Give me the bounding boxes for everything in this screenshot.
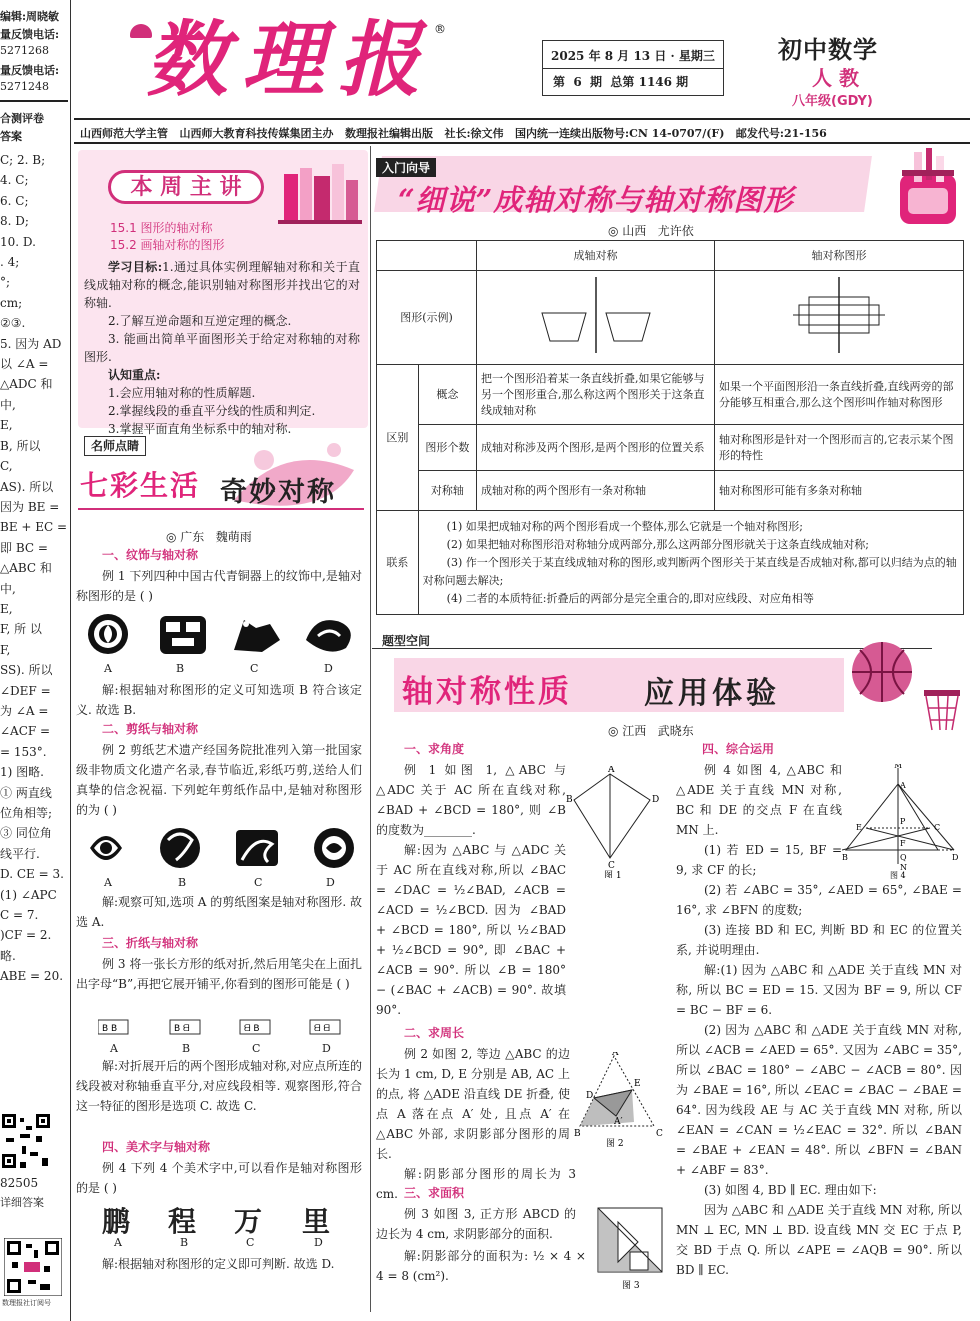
char-b: 程 <box>168 1205 197 1238</box>
qr-code-2 <box>4 1238 62 1296</box>
solution-1: 解:根据轴对称图形的定义可知选项 B 符合该定义. 故选 B. <box>76 683 362 717</box>
a2-section-3: 三、求面积 <box>404 1186 465 1200</box>
answer-line: AS). 所以 <box>0 479 54 494</box>
dragon-pattern-icon <box>306 620 351 651</box>
example-4: 例 4 下列 4 个美术字中,可以看作是轴对称图形的是 ( ) <box>76 1161 362 1195</box>
answer-line: C = 7. <box>0 908 39 923</box>
a2-section-4: 四、综合运用 <box>702 742 775 756</box>
bird-pattern-icon <box>234 620 280 652</box>
svg-text:D: D <box>586 1091 594 1101</box>
option-d-2: D <box>326 876 335 889</box>
answer-line: △ADC 和 <box>0 377 53 392</box>
option-d-4: D <box>314 1236 323 1249</box>
article2-title-a: 轴对称性质 <box>402 674 572 710</box>
week-focus-box <box>78 150 368 436</box>
row-count: 图形个数 <box>418 425 476 471</box>
comparison-table <box>376 240 964 615</box>
a2-example-3: 例 3 如图 3, 正方形 ABCD 的边长为 4 cm, 求阴影部分的面积. <box>376 1207 576 1241</box>
figure-a <box>477 271 715 365</box>
masthead <box>74 0 970 122</box>
article2-header <box>372 628 970 740</box>
strip-number: 82505 <box>0 1176 39 1190</box>
focus-1: 1.会应用轴对称的性质解题. <box>108 386 256 400</box>
figure-2 <box>574 1052 664 1151</box>
a2-q3: (3) 连接 BD 和 EC, 判断 BD 和 EC 的位置关系, 并说明理由. <box>676 923 962 957</box>
answer-line: 4. C; <box>0 173 29 188</box>
a2-section-1: 一、求角度 <box>404 742 465 756</box>
link-2: (2) 如果把轴对称图形沿对称轴分成两部分,那么这两部分图形就关于这条直线成轴对称; <box>446 537 869 551</box>
strip-detail: 详细答案 <box>0 1196 44 1209</box>
answer-line: B, 所以 <box>0 438 41 453</box>
solution-3: 解:对折展开后的两个图形成轴对称,对应点所连的线段被对称轴垂直平分,对应线段相等. 观察图形,符合这一特征的图形是选项 C. 故选 C. <box>76 1059 362 1113</box>
answer-line: 1) 图略. <box>0 765 44 780</box>
basketball-icon <box>842 634 962 737</box>
answer-line: SS). 所以 <box>0 663 53 678</box>
svg-text:D: D <box>952 853 959 862</box>
svg-text:A′: A′ <box>614 1117 623 1127</box>
answer-line: ∠DEF = <box>0 683 51 698</box>
masthead-title: 数理报 <box>146 12 434 108</box>
a2-solution-2: 解:阴影部分图形的周长为 3 cm. <box>376 1167 576 1201</box>
answer-line: E, <box>0 601 13 616</box>
books-icon <box>274 158 362 227</box>
left-article <box>74 430 368 1310</box>
answer-line: 中, <box>0 581 16 596</box>
answer-line: = 153°. <box>0 744 47 759</box>
editor-label: 编辑:周晓敏 <box>0 10 60 23</box>
spiral-pattern-icon <box>88 614 128 654</box>
link-1: (1) 如果把成轴对称的两个图形看成一个整体,那么它就是一个轴对称图形; <box>446 519 803 533</box>
option-c-3: C <box>252 1042 261 1055</box>
option-d-3: D <box>322 1042 331 1055</box>
a2-section-2: 二、求周长 <box>404 1026 465 1040</box>
example-3: 例 3 将一张长方形的纸对折,然后用笔尖在上面扎出字母“B”,再把它展开铺平,你看到的图形可能是 ( ) <box>76 957 362 991</box>
left-strip <box>0 0 68 1321</box>
concept-a: 把一个图形沿着某一条直线折叠,如果它能够与另一个图形重合,那么称这两个图形关于这条直线成轴对称 <box>477 365 715 425</box>
option-c-1: C <box>250 662 259 675</box>
svg-text:B ᗺ: B ᗺ <box>174 1024 190 1034</box>
a2-answer-1: 解:(1) 因为 △ABC 和 △ADE 关于直线 MN 对称, 所以 BC = ED = 15. 又因为 BF = 9, 所以 CF = BC − BF = 6. <box>676 963 962 1017</box>
svg-text:A: A <box>612 1052 619 1058</box>
issue-date: 2025 年 8 月 13 日 · 星期三 <box>551 49 715 63</box>
svg-text:F: F <box>900 839 906 848</box>
taotie-pattern-icon <box>160 616 206 654</box>
svg-text:C: C <box>656 1129 663 1139</box>
answer-line: △ABC 和 <box>0 561 52 576</box>
goal-2: 2.了解互逆命题和互逆定理的概念. <box>108 314 292 328</box>
row-axis: 对称轴 <box>418 471 476 511</box>
headline-a: 七彩生活 <box>80 469 201 502</box>
week-focus-title-text: 本 周 主 讲 <box>130 174 242 200</box>
figure-4 <box>842 764 966 883</box>
svg-text:C: C <box>934 823 941 832</box>
char-d: 里 <box>302 1205 331 1238</box>
issue-number: 第 6 期 总第 1146 期 <box>553 75 689 89</box>
answer-line: . 4; <box>0 255 20 270</box>
section-1-title: 一、纹饰与轴对称 <box>102 548 199 562</box>
concept-b: 如果一个平面图形沿一条直线折叠,直线两旁的部分能够互相重合,那么这个图形叫作轴对称图形 <box>715 365 964 425</box>
link-4: (4) 二者的本质特征:折叠后的两部分是完全重合的,即对应线段、对应角相等 <box>446 591 814 605</box>
article2-tag: 题型空间 <box>382 634 431 648</box>
section-3-title: 三、折纸与轴对称 <box>102 936 199 950</box>
answer-line: 6. C; <box>0 193 29 208</box>
answer-line: 即 BC = <box>0 540 48 555</box>
info-bar-text: 山西师范大学主管 山西师大教育科技传媒集团主办 数理报社编辑出版 社长:徐文伟 国内统一连续出版物号:CN 14-0707/(F) 邮发代号:21-156 <box>80 127 827 140</box>
test-title: 合测评卷 <box>0 112 44 125</box>
answer-line: 线平行. <box>0 846 40 861</box>
article2-col2 <box>674 740 964 1310</box>
papercut-patterns <box>84 824 364 877</box>
answer-line: ① 两直线 <box>0 785 52 800</box>
fig2-caption: 图 2 <box>606 1139 624 1148</box>
answer-line: E, <box>0 418 13 433</box>
option-d-1: D <box>324 662 333 675</box>
answer-line: ②③. <box>0 316 26 331</box>
goal-3: 3. 能画出简单平面图形关于给定对称轴的对称图形. <box>84 332 360 364</box>
answer-line: °; <box>0 275 11 290</box>
article1-title: “细说”成轴对称与轴对称图形 <box>398 183 794 217</box>
option-c-4: C <box>246 1236 255 1249</box>
goal-1: 1.通过具体实例理解轴对称和关于直线成轴对称的概念,能识别轴对称图形并找出它的对称轴. <box>84 260 360 310</box>
answer-line: 为 ∠A = <box>0 703 49 718</box>
solution-2: 解:观察可知,选项 A 的剪纸图案是轴对称图形. 故选 A. <box>76 895 362 929</box>
svg-text:D: D <box>652 795 660 805</box>
svg-text:M: M <box>894 764 903 770</box>
answer-line: C, <box>0 459 13 474</box>
a2-q2: (2) 若 ∠ABC = 35°, ∠AED = 65°, ∠BAE = 16°, 求 ∠BFN 的度数; <box>676 883 962 917</box>
answer-line: F, 所 以 <box>0 622 42 637</box>
row-link: 联系 <box>377 511 419 615</box>
count-a: 成轴对称涉及两个图形,是两个图形的位置关系 <box>477 425 715 471</box>
feedback-label: 量反馈电话: <box>0 28 60 41</box>
a2-example-1: 例 1 如图 1, △ABC 与 △ADC 关于 AC 所在直线对称, ∠BAD + ∠BCD = 180°, 则 ∠B 的度数为________. <box>376 763 566 837</box>
answer-line: 以 ∠A = <box>0 357 49 372</box>
answer-line: ③ 同位角 <box>0 826 52 841</box>
papercut-d-icon <box>314 828 354 868</box>
solution-4: 解:根据轴对称图形的定义即可判断. 故选 D. <box>102 1257 335 1271</box>
example-2: 例 2 剪纸艺术遗产经国务院批准列入第一批国家级非物质文化遗产名录,春节临近,彩纸巧剪,送给人们真挚的信念祝福. 下列蛇年剪纸作品中,是轴对称图形的为 ( ) <box>76 743 362 817</box>
backpack-icon <box>894 148 968 231</box>
section-4-title: 四、美术字与轴对称 <box>102 1140 211 1154</box>
answer-line: 10. D. <box>0 234 36 249</box>
svg-text:B B: B B <box>102 1024 118 1034</box>
feedback-label-2: 量反馈电话: <box>0 64 60 77</box>
option-b-4: B <box>180 1236 189 1249</box>
headline-b: 奇妙对称 <box>220 477 336 508</box>
article2-col1 <box>376 740 666 1310</box>
char-c: 万 <box>234 1205 263 1238</box>
fig1-caption: 图 1 <box>604 871 622 878</box>
a2-answer-2: (2) 因为 △ABC 和 △ADE 关于直线 MN 对称, 所以 ∠ACB = ∠AED = 65°. 又因为 ∠ABC = 35°, 所以 ∠BAC = 180° − ∠ABC − ∠ACB = 80°. 因为 ∠BAE = 16°, 所以 ∠EAC = ∠BAC − ∠BAE = 64°. 因为线段 AE 与 AC 关于直线 MN 对称, 所以 ∠EAN = ∠CAN = ½∠EAC = 32°. 所以 ∠BAN = ∠BAE + ∠EAN = 48°. 所以 ∠BFN = ∠BAN + ∠ABF = 83°. <box>676 1023 962 1177</box>
figure-1 <box>566 766 662 881</box>
svg-text:ᗺ B: ᗺ B <box>244 1024 260 1034</box>
info-bar <box>74 122 970 144</box>
a2-solution-3: 解:阴影部分的面积为: ½ × 4 × 4 = 8 (cm²). <box>376 1249 586 1283</box>
papercut-b-icon <box>160 828 200 868</box>
a2-answer-3: (3) 如图 4, BD ∥ EC. 理由如下: <box>704 1183 877 1197</box>
svg-text:N: N <box>900 863 907 872</box>
axis-b: 轴对称图形可能有多条对称轴 <box>715 471 964 511</box>
a2-solution-1: 解:因为 △ABC 与 △ADC 关于 AC 所在直线对称,所以 ∠BAC = ∠DAC = ½∠BAD, ∠ACB = ∠ACD = ½∠BCD. 因为 ∠BAD + ∠BCD = 180°, 所以 ½∠BAD + ½∠BCD = 90°, 即 ∠BAC + ∠ACB = 90°. 所以 ∠B = 180° − (∠BAC + ∠ACB) = 90°. 故填 90°. <box>376 843 566 1017</box>
option-a-2: A <box>104 876 112 889</box>
row-figure: 图形(示例) <box>377 271 477 365</box>
article1-header <box>372 148 970 238</box>
col-header-a: 成轴对称 <box>477 241 715 271</box>
qr-code <box>0 1112 52 1172</box>
answer-lines <box>0 150 68 987</box>
option-c-2: C <box>254 876 263 889</box>
figure-b <box>715 271 964 365</box>
row-diff: 区别 <box>377 365 419 511</box>
svg-text:ᗺ ᗺ: ᗺ ᗺ <box>314 1024 330 1034</box>
grade-label: 八年级(GDY) <box>792 94 873 109</box>
topic-2: 15.2 画轴对称的图形 <box>110 238 225 252</box>
count-b: 轴对称图形是针对一个图形而言的,它表示某个图形的特性 <box>715 425 964 471</box>
feedback-phone: 5271268 <box>0 44 49 57</box>
example-1: 例 1 下列四种中国古代青铜器上的纹饰中,是轴对称图形的是 ( ) <box>76 569 362 603</box>
answer-line: cm; <box>0 295 23 310</box>
feedback-phone-2: 5271248 <box>0 80 49 93</box>
svg-text:A: A <box>608 766 615 775</box>
option-b-3: B <box>182 1042 191 1055</box>
subject-title: 初中数学 <box>778 35 878 64</box>
char-a: 鹏 <box>102 1205 131 1238</box>
option-b-1: B <box>176 662 185 675</box>
a2-q1: (1) 若 ED = 15, BF = 9, 求 CF 的长; <box>676 843 842 877</box>
answer-line: BE + EC = <box>0 520 68 535</box>
figure-3 <box>588 1202 668 1295</box>
answer-line: 5. 因为 AD <box>0 336 62 351</box>
article1-author: ◎ 山西 尤许依 <box>608 224 694 238</box>
svg-text:B: B <box>566 795 573 805</box>
axis-a: 成轴对称的两个图形有一条对称轴 <box>477 471 715 511</box>
qr-caption: 数理报社订阅号 <box>2 1299 51 1307</box>
week-focus-title <box>108 170 264 204</box>
a2-answer-3b: 因为 △ABC 和 △ADE 关于直线 MN 对称, 所以 MN ⊥ EC, MN ⊥ BD. 设直线 MN 交 EC 于点 P, 交 BD 于点 Q. 所以 ∠APE = ∠AQB = 90°. 所以 BD ∥ EC. <box>676 1203 962 1277</box>
option-a-3: A <box>110 1042 118 1055</box>
svg-text:C: C <box>608 861 615 871</box>
answer-line: ∠ACF = <box>0 724 51 739</box>
svg-text:E: E <box>634 1079 641 1089</box>
section-2-title: 二、剪纸与轴对称 <box>102 722 199 736</box>
answer-line: 位角相等; <box>0 806 53 820</box>
svg-text:E: E <box>856 823 862 832</box>
focus-2: 2.掌握线段的垂直平分线的性质和判定. <box>108 404 316 418</box>
svg-text:Q: Q <box>900 853 907 862</box>
focus-label: 认知重点: <box>108 368 161 382</box>
answer-line: 中, <box>0 397 16 412</box>
svg-text:B: B <box>842 853 848 862</box>
article2-title-b: 应用体验 <box>644 676 780 711</box>
topic-1: 15.1 图形的轴对称 <box>110 221 213 235</box>
option-a-4: A <box>114 1236 122 1249</box>
svg-text:P: P <box>900 817 906 826</box>
papercut-c-icon <box>236 830 278 866</box>
folded-b-options <box>98 1018 368 1041</box>
answer-line: 略. <box>0 948 16 963</box>
svg-text:B: B <box>574 1129 581 1139</box>
article-tag: 名师点睛 <box>84 436 146 456</box>
bronze-patterns <box>84 610 364 663</box>
registered-mark: ® <box>434 22 446 36</box>
answer-line: 因为 BE = <box>0 499 60 514</box>
article1-tag: 入门向导 <box>376 158 436 177</box>
date-box <box>542 40 724 96</box>
answer-line: )CF = 2. <box>0 928 52 943</box>
fig4-caption: 图 4 <box>890 871 906 880</box>
answer-line: 8. D; <box>0 214 29 229</box>
article2-author: ◎ 江西 武晓东 <box>608 724 694 738</box>
edition-label: 人 教 <box>812 66 859 90</box>
row-concept: 概念 <box>418 365 476 425</box>
a2-example-2: 例 2 如图 2, 等边 △ABC 的边长为 1 cm, D, E 分别是 AB, AC 上的点, 将 △ADE 沿直线 DE 折叠, 使点 A 落在点 A′ 处, 且点 A′ 在 △ABC 外部, 求阴影部分图形的周长. <box>376 1047 570 1161</box>
fig3-caption: 图 3 <box>622 1281 640 1291</box>
answer-line: C; 2. B; <box>0 153 46 167</box>
answer-line: (1) ∠APC <box>0 887 57 902</box>
answer-line: F, <box>0 642 11 657</box>
option-b-2: B <box>178 876 187 889</box>
link-3: (3) 作一个图形关于某直线成轴对称的图形,或判断两个图形关于某直线是否成轴对称,都可以归结为点的轴对称问题去解决; <box>422 555 957 587</box>
papercut-a-icon <box>90 836 122 860</box>
option-a-1: A <box>104 662 112 675</box>
author: ◎ 广东 魏萌雨 <box>166 530 252 544</box>
a2-example-4: 例 4 如图 4, △ABC 和 △ADE 关于直线 MN 对称, BC 和 DE 的交点 F 在直线 MN 上. <box>676 763 842 837</box>
svg-text:A: A <box>900 781 906 790</box>
answer-line: D. CE = 3. <box>0 867 64 882</box>
goals-label: 学习目标: <box>108 260 163 274</box>
answer-title: 答案 <box>0 130 22 143</box>
focus-3: 3.掌握平面直角坐标系中的轴对称. <box>108 422 292 436</box>
col-header-b: 轴对称图形 <box>715 241 964 271</box>
answer-line: ABE = 20. <box>0 969 64 984</box>
